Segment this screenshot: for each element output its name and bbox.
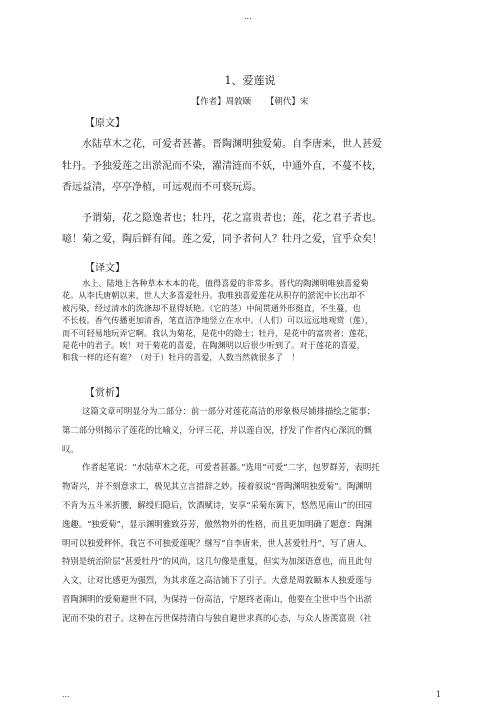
translation-line: 被污染，经过清水的洗涤却不显得妖艳。（它的茎）中间贯通外形挺直，不生蔓，也: [62, 302, 361, 313]
section-heading-original: 【原文】: [85, 118, 125, 129]
translation-text: [62, 277, 442, 364]
appreciation-line: 叹。: [62, 443, 79, 454]
footer-dots: ...: [62, 690, 70, 699]
page-number: 1: [436, 690, 442, 699]
translation-line: 水上、陆地上各种草本木本的花，值得喜爱的非常多。晋代的陶渊明唯独喜爱菊: [82, 278, 369, 288]
translation-line: 和我一样的还有谁？（对于）牡丹的喜爱，人数当然就很多了 ！: [62, 352, 300, 363]
original-line: 香远益清，亭亭净植，可远观而不可亵玩焉。: [62, 182, 262, 193]
appreciation-line: 不肯为五斗米折腰，解绶归隐后，饮酒赋诗，安享“采菊东篱下，悠然见南山”的田园: [62, 499, 373, 510]
appreciation-line: 入文，让对比感更为强烈，为其求莲之高洁铺下了引子。大意是周敦颐本人独爱莲与: [62, 575, 372, 586]
byline: [0, 95, 500, 107]
appreciation-line: 特别是统治阶层“甚爱牡丹”的风尚，这几句像是重复，但实为加深语意也，而且此句: [62, 556, 373, 567]
translation-line: 花。从李氏唐朝以来，世人大多喜爱牡丹。我唯独喜爱莲花从积存的淤泥中长出却不: [62, 290, 365, 301]
author-label: 【作者】周敦颐: [191, 97, 252, 107]
section-heading-translation: 【译文】: [85, 263, 125, 274]
appreciation-line: 第二部分则揭示了莲花的比喻义，分评三花，并以莲自况，抒发了作者内心深沉的慨: [62, 424, 372, 435]
translation-line: 而不可轻易地玩弄它啊。我认为菊花，是花中的隐士；牡丹，是花中的富贵者；莲花，: [62, 327, 374, 338]
header-dots: ...: [244, 12, 252, 21]
section-heading-appreciation: 【赏析】: [85, 388, 125, 399]
original-line: 予谓菊，花之隐逸者也；牡丹，花之富贵者也；莲，花之君子者也。: [82, 212, 382, 224]
page-title: 1、爱莲说: [224, 74, 276, 87]
appreciation-line: 物寄兴，并不刻意求工，极见其立言措辞之妙。接着叙说“晋陶渊明独爱菊”。陶渊明: [62, 481, 373, 492]
translation-line: 不长枝。香气传播更加清香，笔直洁净地竖立在水中。（人们）可以远远地观赏（莲），: [62, 315, 374, 326]
appreciation-line: 作者起笔说：“水陆草木之花，可爱者甚蕃。”选用“可爱”二字，包罗群芳，表明托: [82, 462, 380, 473]
appreciation-line: 明可以独爱秤怀，我岂不可独爱莲呢？继写“自李唐来，世人甚爱牡丹”，写了唐人，: [62, 537, 373, 548]
appreciation-text: [62, 402, 442, 628]
appreciation-line: 逸趣。“独爱菊”，显示渊明雅致芬芳，傲然物外的性格，而且更加明确了题意：陶渊: [62, 518, 373, 529]
appreciation-line: 泥而不染的君子。这种在污世保持清白与独自避世求真的心态，与众人皆羡富贵（社: [62, 612, 372, 623]
original-line: 噫！菊之爱，陶后鲜有闻。莲之爱，同予者何人？牡丹之爱，宜乎众矣！: [62, 234, 382, 245]
translation-line: 是花中的君子。唉！对于菊花的喜爱，在陶渊明以后很少听到了。对于莲花的喜爱，: [62, 340, 365, 351]
original-text: [62, 134, 442, 251]
original-line: 水陆草木之花，可爱者甚蕃。晋陶渊明独爱菊。自李唐来，世人甚爱: [82, 139, 382, 150]
appreciation-line: 这篇文章可明显分为二部分：前一部分对莲花高洁的形象极尽铺排描绘之能事；: [82, 406, 376, 416]
original-line: 牡丹。予独爱莲之出淤泥而不染，濯清涟而不妖，中通外直，不蔓不枝，: [62, 160, 382, 172]
appreciation-line: 晋陶渊明的爱菊避世不同，为保持一份高洁，宁愿终老南山，他要在尘世中当个出淤: [62, 593, 372, 604]
dynasty-label: 【朝代】宋: [265, 97, 309, 107]
